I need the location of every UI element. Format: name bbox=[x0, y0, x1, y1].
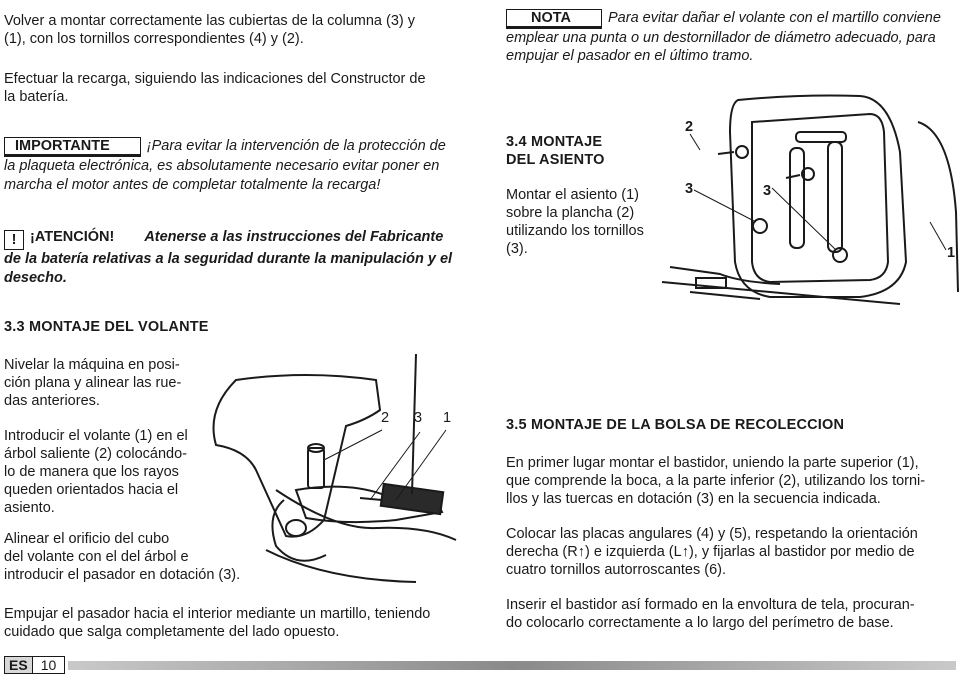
importante-text: ¡Para evitar la intervención de la protección de la plaqueta electrónica, es absolutamente necesario evitar poner en marcha el motor antes de completar totalmente la recarga! bbox=[4, 138, 446, 193]
section-3-5-heading: 3.5 MONTAJE DE LA BOLSA DE RECOLECCION bbox=[506, 417, 845, 433]
section-3-5-p1: En primer lugar montar el bastidor, uniendo la parte superior (1), que comprende la boca, a la parte inferior (2), utilizando los torni- llos y las tuercas en dotación (3) en la secuencia indicada. bbox=[506, 455, 926, 507]
page-number: 10 bbox=[33, 656, 66, 674]
seat-callout-2: 2 bbox=[685, 119, 694, 135]
page-footer bbox=[4, 656, 65, 674]
section-3-4-body: Montar el asiento (1) sobre la plancha (2) utilizando los tornillos (3). bbox=[506, 187, 644, 257]
nota-text: Para evitar dañar el volante con el martillo conviene emplear una punta o un destornillador de diámetro adecuado, para empujar el pasador en el último tramo. bbox=[506, 10, 941, 64]
seat-assembly-illustration bbox=[660, 92, 960, 312]
seat-callout-3b: 3 bbox=[763, 183, 772, 199]
atencion-text: Atenerse a las instrucciones del Fabricante de la batería relativas a la seguridad durante la manipulación y el desecho. bbox=[4, 229, 453, 286]
section-3-3-heading: 3.3 MONTAJE DEL VOLANTE bbox=[4, 319, 209, 335]
language-tag: ES bbox=[4, 656, 33, 674]
section-3-3-p2: Introducir el volante (1) en el árbol saliente (2) colocándo- lo de manera que los rayos queden orientados hacia el asiento. bbox=[4, 428, 188, 516]
section-3-3-p4: Empujar el pasador hacia el interior mediante un martillo, teniendo cuidado que salga completamente del lado opuesto. bbox=[4, 606, 431, 640]
atencion-warning bbox=[4, 228, 454, 288]
atencion-label: ¡ATENCIÓN! bbox=[30, 229, 115, 245]
wheel-callout-3: 3 bbox=[414, 410, 423, 426]
section-3-3-p3: Alinear el orificio del cubo del volante con el del árbol e introducir el pasador en dotación (3). bbox=[4, 531, 241, 583]
warning-icon: ! bbox=[4, 230, 24, 250]
battery-cover-paragraph: Volver a montar correctamente las cubiertas de la columna (3) y (1), con los tornillos correspondientes (4) y (2). bbox=[4, 13, 416, 47]
wheel-callout-1: 1 bbox=[443, 410, 452, 426]
nota-label: NOTA bbox=[506, 9, 602, 29]
battery-recharge-paragraph: Efectuar la recarga, siguiendo las indicaciones del Constructor de la batería. bbox=[4, 71, 426, 105]
wheel-callout-2: 2 bbox=[381, 410, 390, 426]
steering-wheel-illustration bbox=[196, 350, 478, 590]
section-3-5-p3: Inserir el bastidor así formado en la envoltura de tela, procuran- do colocarlo correctamente a lo largo del perímetro de base. bbox=[506, 597, 915, 631]
section-3-4-heading: 3.4 MONTAJE DEL ASIENTO bbox=[506, 134, 605, 168]
seat-callout-3a: 3 bbox=[685, 181, 694, 197]
importante-label: IMPORTANTE bbox=[4, 137, 141, 157]
section-3-5-p2: Colocar las placas angulares (4) y (5), respetando la orientación derecha (R↑) e izquierda (L↑), y fijarlas al bastidor por medio de cuatro tornillos autorroscantes (6). bbox=[506, 526, 918, 578]
footer-bar bbox=[68, 661, 956, 670]
nota-note bbox=[506, 9, 956, 65]
importante-note bbox=[4, 137, 454, 195]
seat-callout-1: 1 bbox=[947, 245, 956, 261]
section-3-3-p1: Nivelar la máquina en posi- ción plana y alinear las rue- das anteriores. bbox=[4, 357, 182, 409]
